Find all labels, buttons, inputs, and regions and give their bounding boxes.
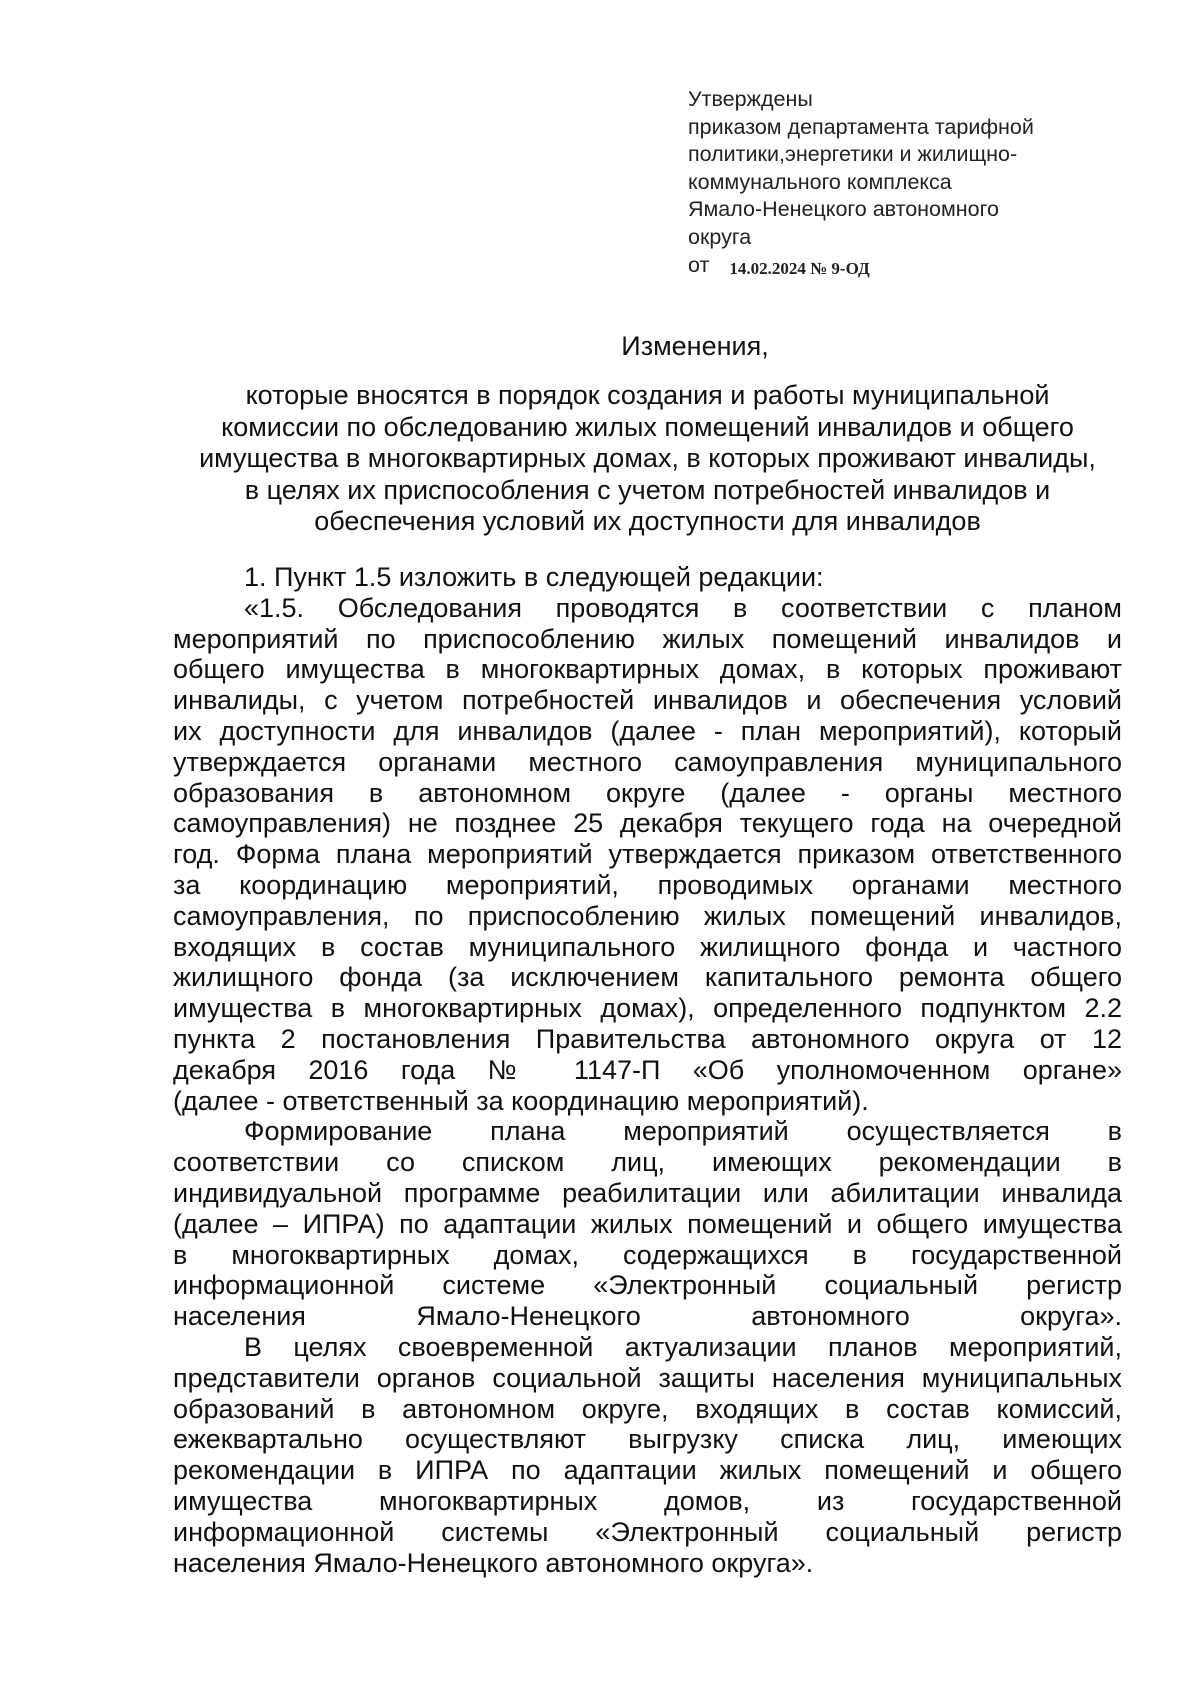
document-title: Изменения, <box>621 331 769 361</box>
approval-line: Ямало-Ненецкого автономного <box>688 197 999 221</box>
paragraph-1-line: самоуправления) не позднее 25 декабря текущего года на очередной <box>173 808 1122 839</box>
paragraph-1-line: «1.5. Обследования проводятся в соответствии с планом <box>244 592 1122 623</box>
subtitle-line: в целях их приспособления с учетом потребностей инвалидов и <box>244 474 1051 505</box>
approval-line: Утверждены <box>688 87 813 111</box>
paragraph-1-line: имущества в многоквартирных домах), определенного подпунктом 2.2 <box>173 993 1122 1024</box>
date-prefix: от <box>688 253 710 277</box>
approval-line: округа <box>688 224 752 249</box>
paragraph-1-line: за координацию мероприятий, проводимых органами местного <box>173 869 1122 900</box>
paragraph-1-line: декабря 2016 года № 1147-П «Об уполномоченном органе» <box>173 1054 1122 1085</box>
paragraph-3-line: образований в автономном округе, входящих в состав комиссий, <box>173 1393 1122 1424</box>
paragraph-2-line: (далее – ИПРА) по адаптации жилых помещений и общего имущества <box>173 1208 1122 1239</box>
paragraph-2-line: Формирование плана мероприятий осуществляется в <box>244 1116 1122 1147</box>
subtitle-line: имущества в многоквартирных домах, в которых проживают инвалиды, <box>199 443 1096 474</box>
paragraph-1-line: мероприятий по приспособлению жилых помещений инвалидов и <box>173 623 1122 654</box>
paragraph-3-line: ежеквартально осуществляют выгрузку списка лиц, имеющих <box>173 1424 1122 1455</box>
paragraph-2-line: соответствии со списком лиц, имеющих рекомендации в <box>173 1147 1122 1178</box>
paragraph-3-line: имущества многоквартирных домов, из государственной <box>173 1485 1122 1516</box>
paragraph-3-line: информационной системы «Электронный социальный регистр <box>173 1516 1122 1547</box>
paragraph-1-line: их доступности для инвалидов (далее - план мероприятий), который <box>173 715 1122 746</box>
paragraph-1-line: год. Форма плана мероприятий утверждается приказом ответственного <box>173 839 1122 870</box>
paragraph-1-line: самоуправления, по приспособлению жилых помещений инвалидов, <box>173 900 1122 931</box>
paragraph-1-line: утверждается органами местного самоуправления муниципального <box>173 746 1122 777</box>
approval-line: политики,энергетики и жилищно- <box>688 142 1018 166</box>
paragraph-3-line: представители органов социальной защиты населения муниципальных <box>173 1362 1122 1393</box>
paragraph-1-line: жилищного фонда (за исключением капитального ремонта общего <box>173 962 1122 993</box>
approval-block <box>688 86 1128 281</box>
paragraph-3-line: населения Ямало-Ненецкого автономного округа». <box>173 1547 814 1578</box>
paragraph-1-line: образования в автономном округе (далее - органы местного <box>173 777 1122 808</box>
paragraph-1-line: входящих в состав муниципального жилищного фонда и частного <box>173 931 1122 962</box>
subtitle-line: обеспечения условий их доступности для инвалидов <box>314 506 981 537</box>
paragraph-2-line: индивидуальной программе реабилитации или абилитации инвалида <box>173 1177 1122 1208</box>
paragraph-2-line: населения Ямало-Ненецкого автономного округа». <box>173 1301 1122 1332</box>
paragraph-1-line: общего имущества в многоквартирных домах, в которых проживают <box>173 654 1122 685</box>
approval-line: коммунального комплекса <box>688 169 952 194</box>
paragraph-1-line: инвалиды, с учетом потребностей инвалидов и обеспечения условий <box>173 685 1122 716</box>
approval-line: приказом департамента тарифной <box>688 114 1034 139</box>
paragraph-1-line: (далее - ответственный за координацию мероприятий). <box>173 1085 869 1116</box>
paragraph-3-line: рекомендации в ИПРА по адаптации жилых помещений и общего <box>173 1455 1122 1486</box>
order-number: 14.02.2024 № 9-ОД <box>729 259 870 278</box>
document-body <box>173 562 1122 1578</box>
point-1-heading: 1. Пункт 1.5 изложить в следующей редакции: <box>244 562 824 592</box>
paragraph-2-line: в многоквартирных домах, содержащихся в государственной <box>173 1239 1122 1270</box>
subtitle-line: комиссии по обследованию жилых помещений инвалидов и общего <box>221 411 1074 442</box>
approval-date-line <box>688 252 1128 281</box>
paragraph-2-line: информационной системе «Электронный социальный регистр <box>173 1270 1122 1301</box>
paragraph-3-line: В целях своевременной актуализации планов мероприятий, <box>244 1331 1122 1362</box>
document-subtitle <box>173 380 1122 538</box>
subtitle-line: которые вносятся в порядок создания и работы муниципальной <box>245 380 1050 410</box>
paragraph-1-line: пункта 2 постановления Правительства автономного округа от 12 <box>173 1023 1122 1054</box>
